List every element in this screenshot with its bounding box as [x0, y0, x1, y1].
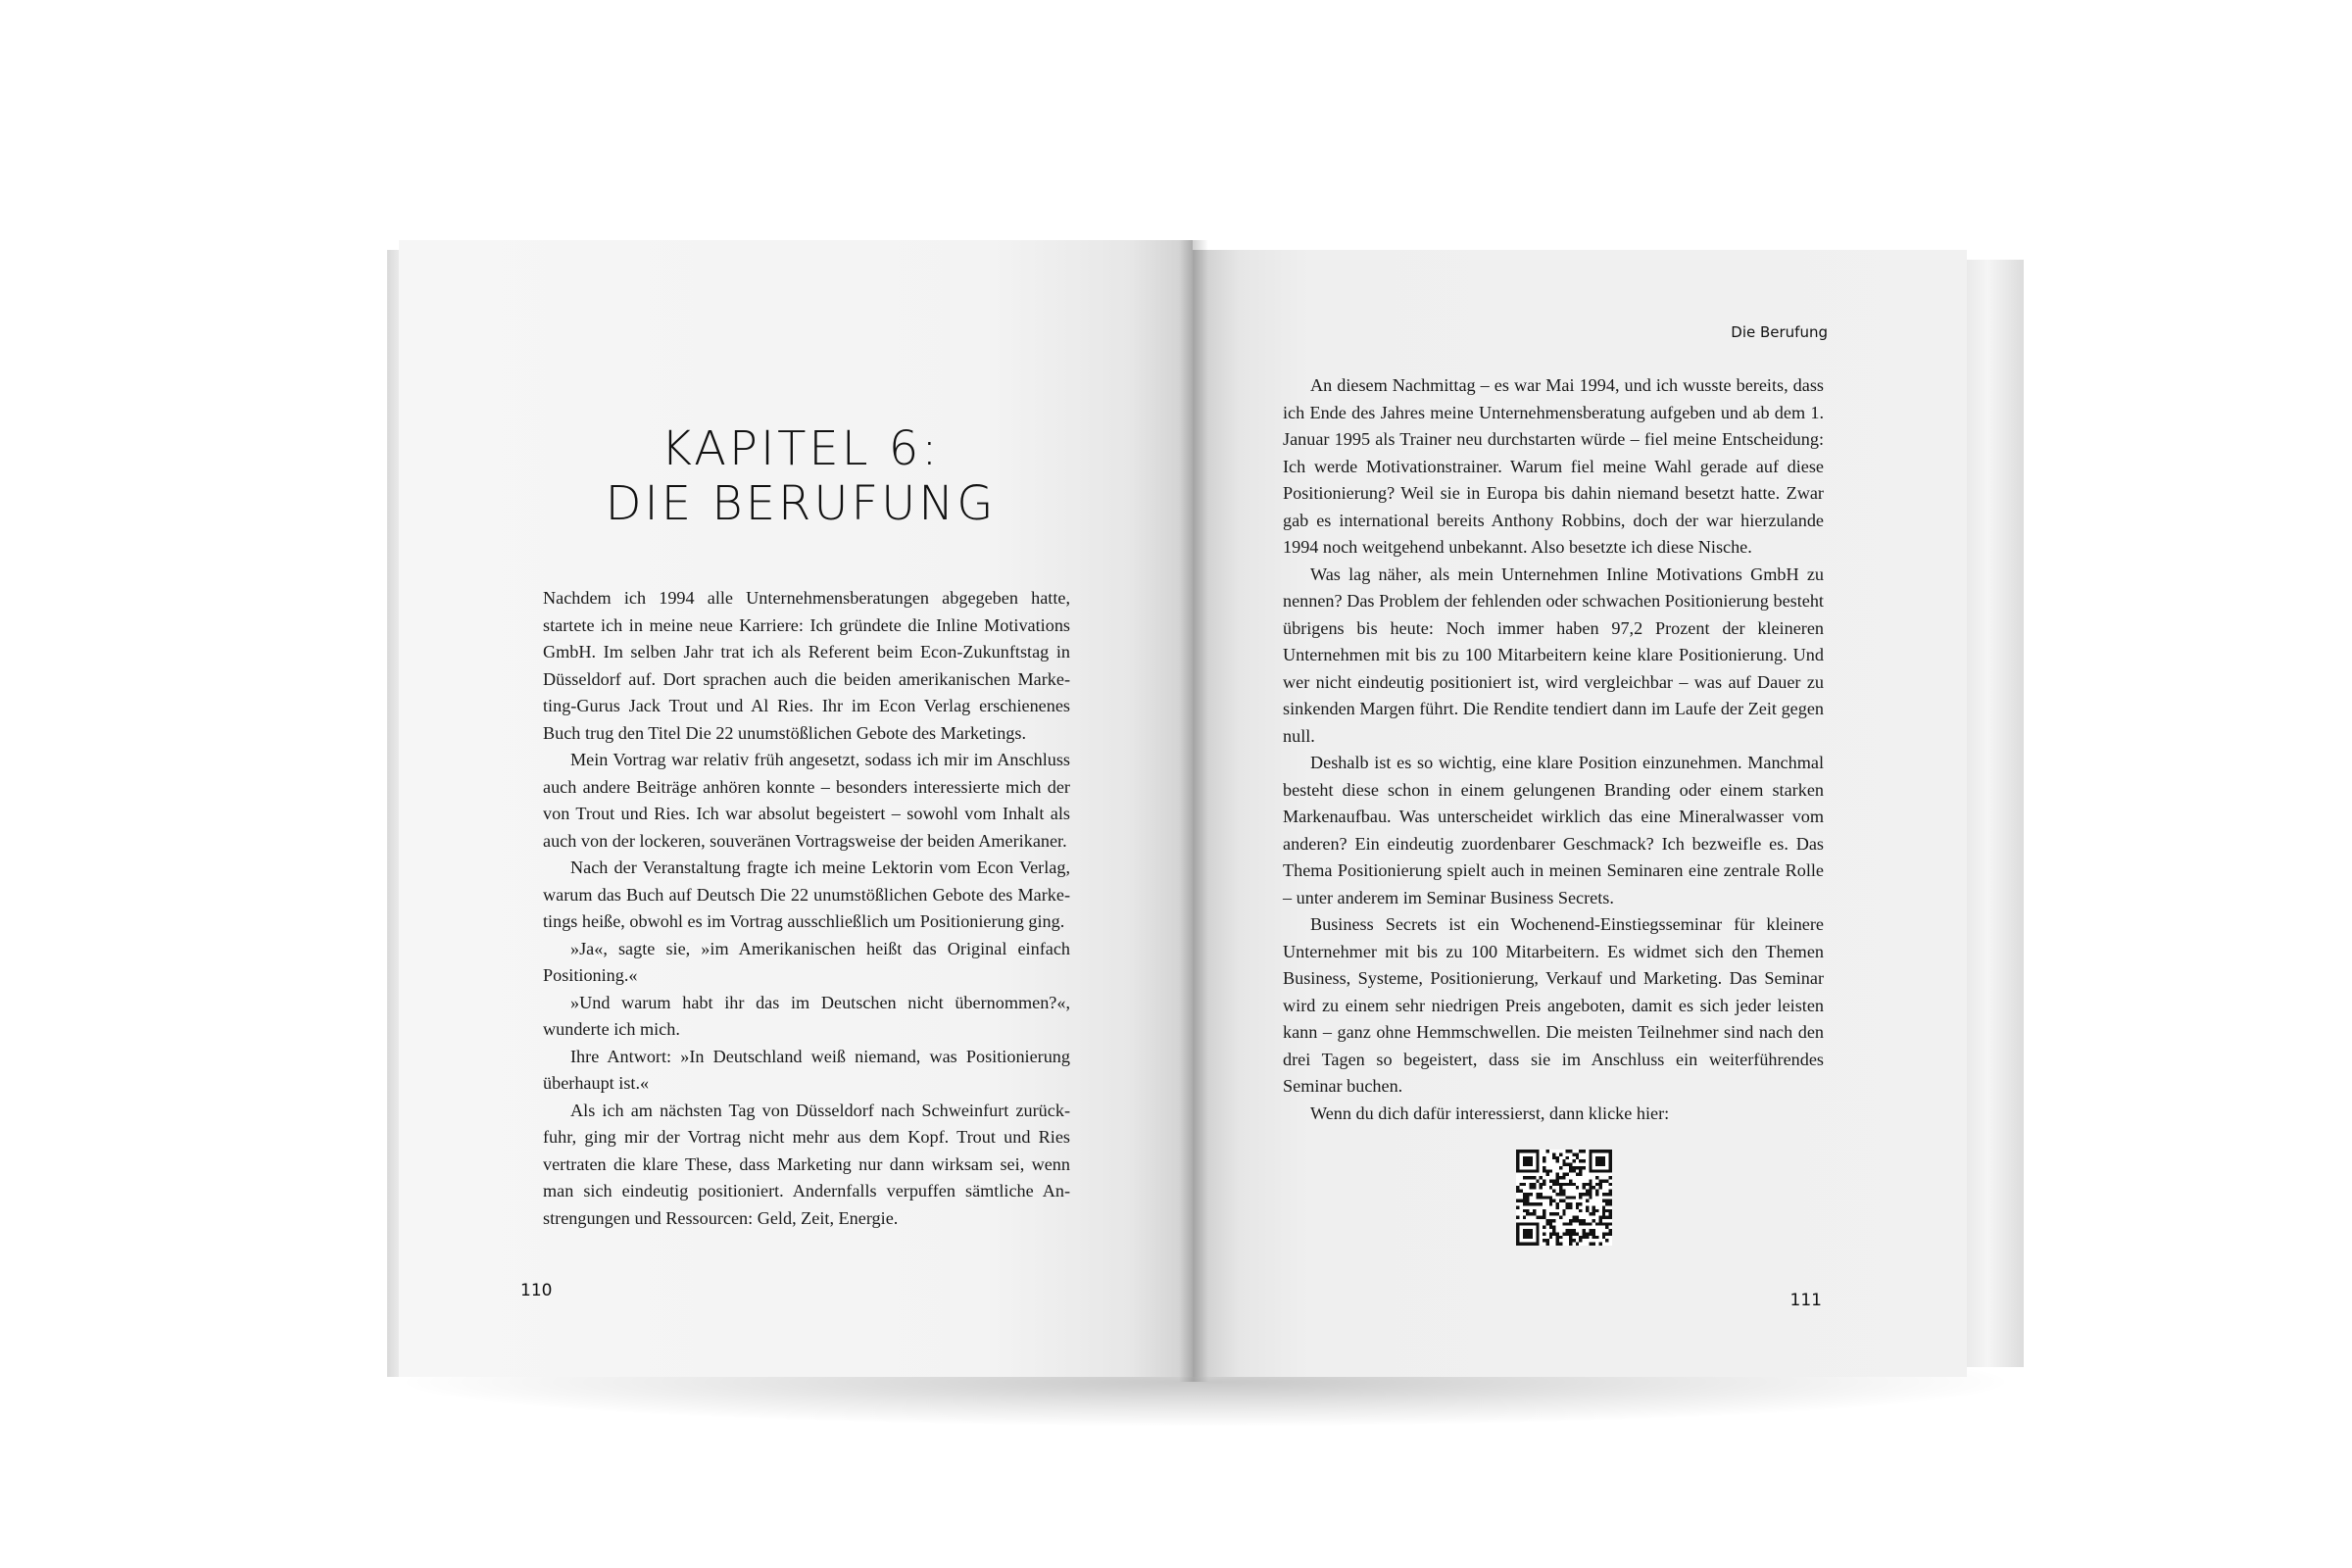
paragraph: An diesem Nachmittag – es war Mai 1994, und ich wusste bereits, dass ich Ende des Jahres meine Unternehmensberatung aufgeben und ab dem 1. Januar 1995 als Trainer neu durchstarten würde – fiel meine Entscheidung: Ich werde Motivationstrainer. Warum fiel meine Wahl gerade auf diese Positionierung? Weil sie in Europa bis dahin niemand besetzt hatte. Zwar gab es international bereits Anthony Robbins, doch der war hierzulande 1994 noch weitgehend unbekannt. Also besetzte ich diese Nische. — [1283, 375, 1824, 557]
paragraph: Deshalb ist es so wichtig, eine klare Position einzunehmen. Manchmal besteht diese schon in einem gelungenen Branding oder einem starken Markenaufbau. Was unterscheidet wirklich das eine Mineralwasser vom anderen? Ein eindeutig zuordenbarer Geschmack? Ich bezweifle es. Das Thema Positionierung spielt auch in meinen Seminaren eine zentrale Rolle – unter anderem im Seminar Business Secrets. — [1283, 753, 1824, 907]
page-number-left: 110 — [520, 1281, 553, 1300]
page-number-right: 111 — [1789, 1291, 1822, 1310]
left-body-text — [543, 585, 1070, 1232]
right-body-text — [1283, 372, 1824, 1127]
qr-code-icon[interactable] — [1516, 1150, 1612, 1246]
paragraph: Business Secrets ist ein Wochenend-Einstiegsseminar für kleinere Unternehmer mit bis zu 100 Mitarbeitern. Es widmet sich den Themen Business, Systeme, Positionierung, Verkauf und Marketing. Das Seminar wird zu einem sehr niedrigen Preis angeboten, damit es sich jeder leisten kann – ganz ohne Hemmschwellen. Die meisten Teilnehmer sind nach den drei Tagen so begeistert, dass sie im Anschluss ein weiterführendes Seminar buchen. — [1283, 914, 1824, 1096]
chapter-title-line-1: KAPITEL 6: — [661, 421, 941, 476]
left-page — [399, 240, 1193, 1377]
paragraph: »Und warum habt ihr das im Deutschen nicht übernommen?«, wunderte ich mich. — [543, 992, 1070, 1039]
open-book — [387, 240, 2024, 1396]
chapter-title-line-2: DIE BERUFUNG — [605, 476, 997, 531]
page-stack-right — [1965, 260, 2024, 1367]
chapter-title — [399, 421, 1193, 531]
paragraph: Nachdem ich 1994 alle Unternehmensberatungen abgegeben hatte, startete ich in meine neue Karriere: Ich gründete die Inline Motivations GmbH. Im selben Jahr trat ich als Referent beim Econ-Zukunftstag in Düsseldorf auf. Dort sprachen auch die beiden amerikanischen Marketing-Gurus Jack Trout und Al Ries. Ihr im Econ Verlag erschienenes Buch trug den Titel Die 22 unumstößlichen Gebote des Marketings. — [543, 588, 1070, 743]
running-head: Die Berufung — [1731, 323, 1828, 341]
paragraph: Wenn du dich dafür interessierst, dann klicke hier: — [1310, 1102, 1670, 1123]
book-gutter — [1179, 240, 1208, 1382]
right-page — [1193, 250, 1967, 1377]
paragraph: »Ja«, sagte sie, »im Amerikanischen heißt das Original einfach Positioning.« — [543, 938, 1070, 985]
paragraph: Was lag näher, als mein Unternehmen Inline Motivations GmbH zu nennen? Das Problem der fehlenden oder schwachen Positionierung besteht übrigens bis heute: Noch immer haben 97,2 Prozent der kleineren Unternehmen mit bis zu 100 Mitarbeitern keine klare Positionierung. Und wer nicht eindeutig positioniert ist, wird vergleichbar – was auf Dauer zu sinkenden Margen führt. Die Rendite tendiert dann im Laufe der Zeit gegen null. — [1283, 564, 1824, 746]
paragraph: Nach der Veranstaltung fragte ich meine Lektorin vom Econ Verlag, warum das Buch auf Deutsch Die 22 unumstößlichen Gebote des Marketings heiße, obwohl es im Vortrag ausschließlich um Positionierung ging. — [543, 858, 1070, 931]
paragraph: Als ich am nächsten Tag von Düsseldorf nach Schweinfurt zurückfuhr, ging mir der Vortrag nicht mehr aus dem Kopf. Trout und Ries vertraten die klare These, dass Marketing nur dann wirksam sei, wenn man sich eindeutig positioniert. Andernfalls verpuffen sämtliche Anstrengungen und Ressourcen: Geld, Zeit, Energie. — [543, 1100, 1070, 1228]
paragraph: Ihre Antwort: »In Deutschland weiß niemand, was Positionierung überhaupt ist.« — [543, 1046, 1070, 1093]
paragraph: Mein Vortrag war relativ früh angesetzt, sodass ich mir im Anschluss auch andere Beiträge anhören konnte – besonders interessierte mich der von Trout und Ries. Ich war absolut begeistert – sowohl vom Inhalt als auch von der lockeren, souveränen Vortragsweise der beiden Amerikaner. — [543, 750, 1070, 851]
